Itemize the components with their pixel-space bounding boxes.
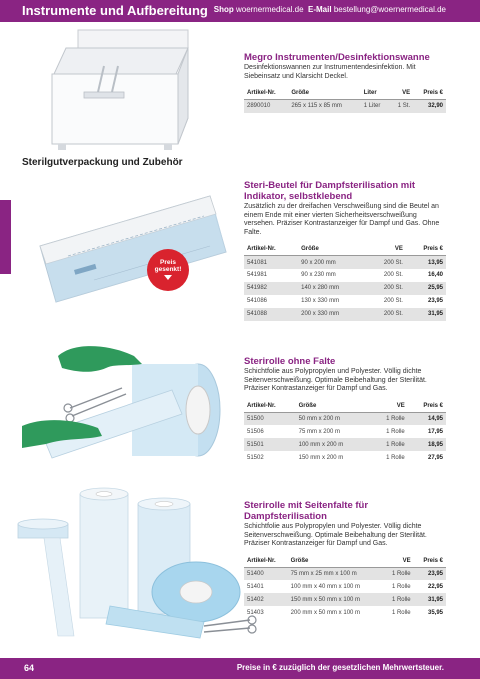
table-header-row xyxy=(244,243,446,256)
cell-ve: 1 Rolle xyxy=(371,412,408,425)
product-title: Sterirolle ohne Falte xyxy=(244,356,336,367)
cell-size: 150 mm x 50 mm x 100 m xyxy=(288,593,383,606)
cell-ve: 1 Rolle xyxy=(386,428,405,435)
table-header-row xyxy=(244,400,446,413)
product-steri-beutel xyxy=(244,180,446,321)
steri-pouch-image xyxy=(34,190,230,310)
product-table xyxy=(244,400,446,465)
col-header: VE xyxy=(367,243,406,256)
table-row xyxy=(244,412,446,425)
cell-price: 35,95 xyxy=(427,609,443,616)
cell-article: 541086 xyxy=(247,298,268,305)
cell-article: 51402 xyxy=(244,593,288,606)
cell-ve: 200 St. xyxy=(367,308,406,321)
cell-ve: 1 St. xyxy=(390,100,413,113)
cell-price: 22,95 xyxy=(427,583,443,590)
table-row xyxy=(244,308,446,321)
table-row xyxy=(244,256,446,269)
col-header: Artikel-Nr. xyxy=(244,243,298,256)
cell-price: 32,90 xyxy=(413,100,446,113)
cell-size: 50 mm x 200 m xyxy=(296,412,371,425)
cell-price: 13,95 xyxy=(406,256,446,269)
cell-size: 100 mm x 40 mm x 100 m xyxy=(290,583,361,590)
cell-article: 51506 xyxy=(247,428,264,435)
table-row xyxy=(244,606,446,619)
arrow-down-icon xyxy=(164,275,172,280)
cell-size: 130 x 330 mm xyxy=(301,298,340,305)
col-header: Liter xyxy=(361,87,390,100)
cell-ve: 200 St. xyxy=(383,272,403,279)
badge-line2: gesenkt! xyxy=(154,266,182,273)
cell-article: 2890010 xyxy=(244,100,288,113)
shop-link[interactable]: woernermedical.de xyxy=(235,5,304,14)
cell-article: 51401 xyxy=(247,583,264,590)
side-tab-marker xyxy=(0,200,11,274)
col-header: Preis € xyxy=(413,87,446,100)
table-row xyxy=(244,580,446,593)
product-description: Schichtfolie aus Polypropylen und Polyester. Völlig dichte Seitenverschweißung. Optimale Beibehaltung der Sterilität. Präziser Kontrastanzeiger für Dampf und Gas. xyxy=(244,368,427,393)
cell-article: 51501 xyxy=(244,438,296,451)
cell-price: 27,95 xyxy=(427,454,443,461)
footer-bar xyxy=(0,658,480,679)
cell-size: 265 x 115 x 85 mm xyxy=(288,100,360,113)
product-title: Steri-Beutel für Dampfsterilisation mit Indikator, selbstklebend xyxy=(244,180,416,202)
table-row xyxy=(244,451,446,464)
cell-article: 541088 xyxy=(244,308,298,321)
table-row xyxy=(244,100,446,113)
product-description: Zusätzlich zu der dreifachen Verschweißung sind die Beutel an einem Ende mit einer vierten Sicherheitsverschweißung versehen. Präziser Kontrastanzeiger für Dampf und Gas. Ohne Falte. xyxy=(244,203,440,236)
col-header: VE xyxy=(390,87,413,100)
shop-label: Shop xyxy=(213,5,234,14)
cell-article: 51400 xyxy=(244,567,288,580)
cell-article: 51403 xyxy=(247,609,264,616)
sterile-roll-hands-image xyxy=(22,330,222,466)
disinfection-tub-image xyxy=(38,26,198,158)
product-table xyxy=(244,555,446,620)
cell-ve: 200 St. xyxy=(367,282,406,295)
table-row xyxy=(244,438,446,451)
table-row xyxy=(244,593,446,606)
header-bar xyxy=(0,0,480,22)
table-row xyxy=(244,282,446,295)
table-row xyxy=(244,567,446,580)
price-reduced-badge xyxy=(147,249,189,291)
cell-price: 14,95 xyxy=(408,412,446,425)
product-sterirolle-seitenfalte xyxy=(244,500,446,619)
section-heading: Sterilgutverpackung und Zubehör xyxy=(22,157,183,168)
cell-ve: 1 Rolle xyxy=(386,454,405,461)
cell-size: 150 mm x 200 m xyxy=(298,454,344,461)
col-header: Preis € xyxy=(406,243,446,256)
cell-price: 18,95 xyxy=(408,438,446,451)
product-title: Megro Instrumenten/Desinfektionswanne xyxy=(244,52,430,63)
cell-size: 200 mm x 50 mm x 100 m xyxy=(290,609,361,616)
product-title: Sterirolle mit Seitenfalte für Dampfsterilisation xyxy=(244,500,369,522)
col-header: Größe xyxy=(288,87,360,100)
cell-ve: 1 Rolle xyxy=(371,438,408,451)
cell-price: 16,40 xyxy=(427,272,443,279)
cell-ve: 1 Rolle xyxy=(383,593,414,606)
col-header: VE xyxy=(371,400,408,413)
cell-price: 17,95 xyxy=(427,428,443,435)
cell-article: 51500 xyxy=(244,412,296,425)
product-description: Desinfektionswannen zur Instrumentendesinfektion. Mit Siebeinsatz und Klarsicht Deckel. xyxy=(244,64,416,80)
col-header: Größe xyxy=(298,243,367,256)
cell-ve: 1 Rolle xyxy=(391,583,411,590)
sterile-rolls-sidefold-image xyxy=(14,486,262,652)
cell-liter: 1 Liter xyxy=(361,100,390,113)
email-link[interactable]: bestellung@woernermedical.de xyxy=(333,5,446,14)
cell-ve: 200 St. xyxy=(367,256,406,269)
cell-ve: 200 St. xyxy=(383,298,403,305)
cell-size: 90 x 230 mm xyxy=(301,272,336,279)
cell-size: 100 mm x 200 m xyxy=(296,438,371,451)
col-header: Größe xyxy=(296,400,371,413)
product-description: Schichtfolie aus Polypropylen und Polyester. Völlig dichte Seitenverschweißung. Optimale Beibehaltung der Sterilität. Präziser Kontrastanzeiger für Dampf und Gas. xyxy=(244,523,427,548)
cell-ve: 1 Rolle xyxy=(391,609,411,616)
cell-size: 75 mm x 200 m xyxy=(298,428,340,435)
cell-article: 541981 xyxy=(247,272,268,279)
table-row xyxy=(244,425,446,438)
product-table xyxy=(244,243,446,321)
cell-price: 23,95 xyxy=(427,298,443,305)
cell-size: 75 mm x 25 mm x 100 m xyxy=(288,567,383,580)
col-header: Artikel-Nr. xyxy=(244,87,288,100)
col-header: Größe xyxy=(288,555,383,568)
cell-price: 23,95 xyxy=(414,567,446,580)
product-sterirolle-ohne-falte xyxy=(244,356,446,464)
col-header: Preis € xyxy=(414,555,446,568)
header-contact xyxy=(214,5,446,14)
cell-article: 51502 xyxy=(247,454,264,461)
page-category-title: Instrumente und Aufbereitung xyxy=(22,3,208,18)
badge-line1: Preis xyxy=(160,259,176,266)
cell-price: 31,95 xyxy=(406,308,446,321)
col-header: Artikel-Nr. xyxy=(244,555,288,568)
cell-price: 25,95 xyxy=(406,282,446,295)
table-row xyxy=(244,295,446,308)
cell-article: 541982 xyxy=(244,282,298,295)
product-table xyxy=(244,87,446,113)
table-header-row xyxy=(244,87,446,100)
table-row xyxy=(244,269,446,282)
email-label: E-Mail xyxy=(308,5,332,14)
col-header: Artikel-Nr. xyxy=(244,400,296,413)
product-megro-wanne xyxy=(244,52,446,113)
cell-size: 140 x 280 mm xyxy=(298,282,367,295)
cell-ve: 1 Rolle xyxy=(383,567,414,580)
cell-size: 90 x 200 mm xyxy=(298,256,367,269)
table-header-row xyxy=(244,555,446,568)
col-header: Preis € xyxy=(408,400,446,413)
col-header: VE xyxy=(383,555,414,568)
cell-size: 200 x 330 mm xyxy=(298,308,367,321)
page-number: 64 xyxy=(24,663,35,673)
cell-article: 541081 xyxy=(244,256,298,269)
cell-price: 31,95 xyxy=(414,593,446,606)
vat-note: Preise in € zuzüglich der gesetzlichen Mehrwertsteuer. xyxy=(236,663,444,672)
